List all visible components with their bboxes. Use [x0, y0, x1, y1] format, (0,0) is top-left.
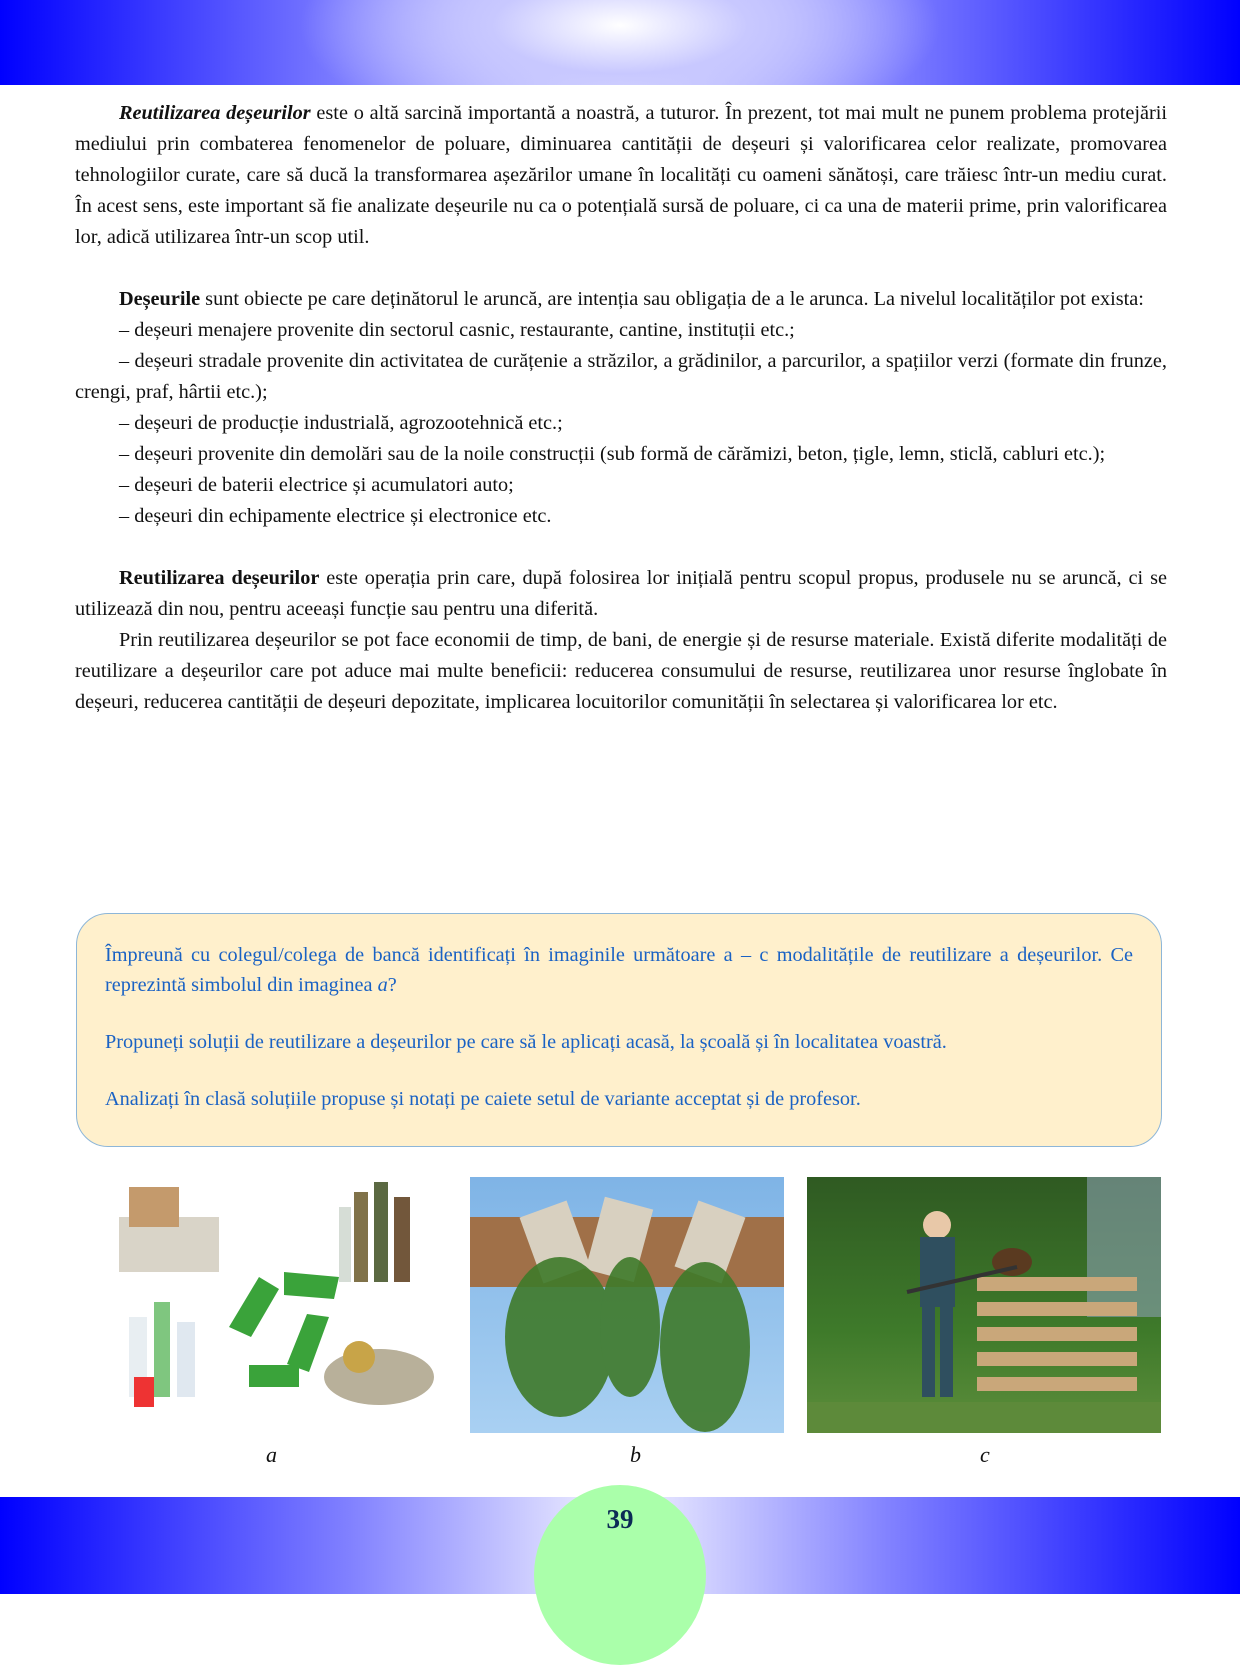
recycle-icon [229, 1272, 339, 1387]
caption-a: a [266, 1442, 277, 1467]
list-item: – deșeuri de producție industrială, agrozootehnică etc.; [119, 412, 563, 434]
main-text [75, 98, 1167, 718]
caption-c: c [980, 1442, 990, 1467]
activity-question-3: Analizați în clasă soluțiile propuse și notați pe caiete setul de variante acceptat și de profesor. [105, 1088, 861, 1110]
image-compost-bin [807, 1177, 1161, 1433]
paragraph-1: Reutilizarea deșeurilor este o altă sarcină importantă a noastră, a tuturor. În prezent, tot mai mult ne punem problema protejării mediului prin combaterea fenomenelor de poluare, diminuarea cantității de deșeuri și valorificarea celor realizate, promovarea tehnologiilor curate, care să ducă la transformarea așezărilor umane în localități cu oameni sănătoși, care trăiesc într-un mediu curat. În acest sens, este important să fie analizate deșeurile nu ca o potențială sursă de poluare, ci ca una de materii prime, prin valorificarea lor, adică utilizarea într-un scop util. [75, 102, 1167, 248]
list-item: – deșeuri stradale provenite din activitatea de curățenie a străzilor, a grădinilor, a parcurilor, a spațiilor verzi (formate din frunze, crengi, praf, hârtii etc.); [75, 350, 1167, 403]
activity-question-1: Împreună cu colegul/colega de bancă identificați în imaginile următoare a – c modalitățile de reutilizare a deșeurilor. Ce reprezintă simbolul din imaginea a? [105, 944, 1133, 996]
image-can-planters [470, 1177, 784, 1433]
header-band [0, 0, 1240, 85]
list-item: – deșeuri de baterii electrice și acumulatori auto; [119, 474, 514, 496]
paragraph-2: Deșeurile sunt obiecte pe care deținătorul le aruncă, are intenția sau obligația de a le arunca. La nivelul localităților pot exista: [119, 288, 1144, 310]
paragraph-3: Reutilizarea deșeurilor este operația prin care, după folosirea lor inițială pentru scopul propus, produsele nu se aruncă, ci se utilizează din nou, pentru aceeași funcție sau pentru una diferită. [75, 567, 1167, 620]
page-number: 39 [606, 1504, 634, 1534]
activity-question-2: Propuneți soluții de reutilizare a deșeurilor pe care să le aplicați acasă, la școală și în localitatea voastră. [105, 1031, 947, 1053]
list-item: – deșeuri menajere provenite din sectorul casnic, restaurante, cantine, instituții etc.; [119, 319, 795, 341]
paragraph-4: Prin reutilizarea deșeurilor se pot face economii de timp, de bani, de energie și de resurse materiale. Există diferite modalități de reutilizare a deșeurilor care pot aduce mai multe beneficii: reducerea consumului de resurse, reutilizarea unor resurse înglobate în deșeuri, reducerea cantității de deșeuri depozitate, implicarea locuitorilor comunității în selectarea și valorificarea lor etc. [75, 629, 1167, 713]
list-item: – deșeuri din echipamente electrice și electronice etc. [119, 505, 552, 527]
caption-b: b [630, 1442, 641, 1467]
image-recycling-symbol [109, 1177, 447, 1433]
list-item: – deșeuri provenite din demolări sau de la noile construcții (sub formă de cărămizi, beton, țigle, lemn, sticlă, cabluri etc.); [119, 443, 1106, 465]
activity-box [76, 913, 1162, 1147]
